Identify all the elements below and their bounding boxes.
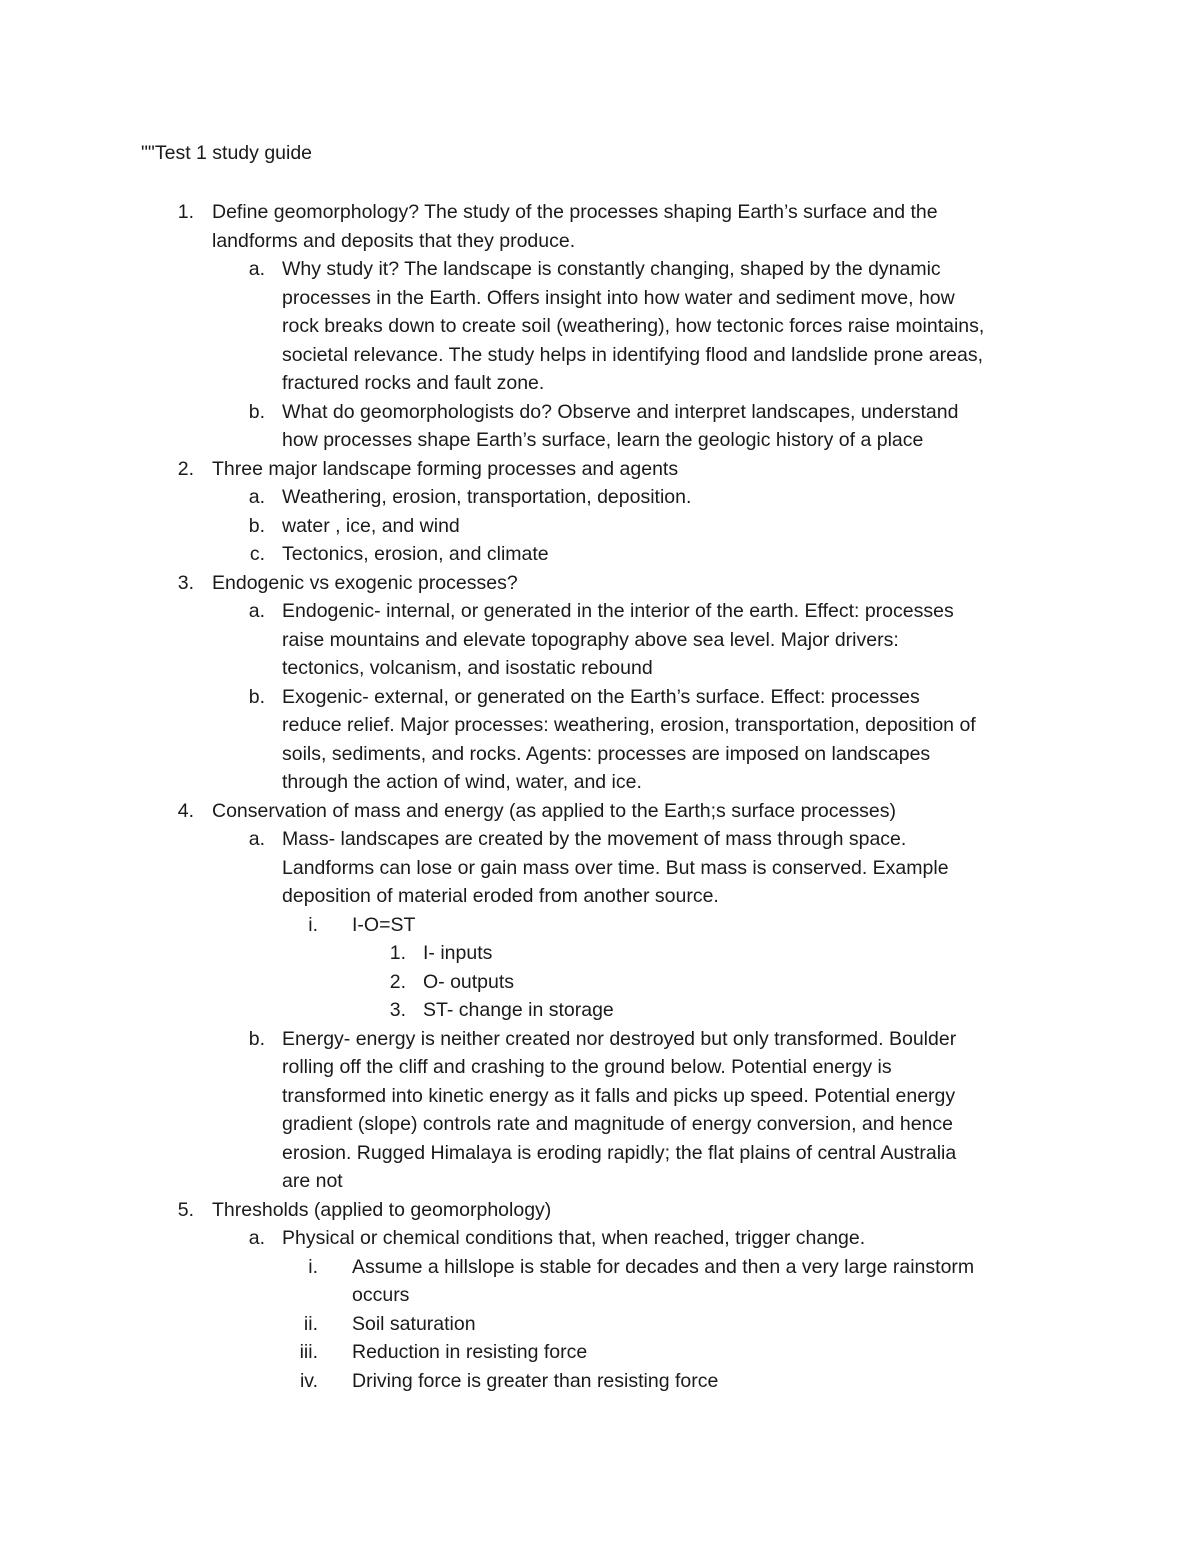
list-marker: iii. — [299, 1341, 318, 1363]
list-item-text: Three major landscape forming processes and agents — [212, 457, 679, 480]
list-marker: i. — [308, 1255, 318, 1278]
list-item-text: societal relevance. The study helps in identifying flood and landslide prone areas, — [282, 343, 984, 366]
list-item-text: Mass- landscapes are created by the movement of mass through space. — [282, 828, 907, 850]
list-item-text: water , ice, and wind — [282, 514, 460, 537]
list-item-text: Energy- energy is neither created nor destroyed but only transformed. Boulder — [282, 1027, 957, 1050]
outline-line — [0, 1053, 1200, 1082]
list-item-text: tectonics, volcanism, and isostatic rebound — [282, 657, 653, 679]
list-marker: a. — [248, 258, 265, 280]
list-item-text: occurs — [352, 1284, 410, 1306]
list-item-text: Conservation of mass and energy (as applied to the Earth;s surface processes) — [212, 799, 896, 822]
list-item-text: Physical or chemical conditions that, when reached, trigger change. — [282, 1227, 866, 1249]
outline-line — [0, 369, 1200, 398]
list-item-text: O- outputs — [423, 970, 515, 993]
list-marker: a. — [248, 828, 265, 850]
list-item-text: I-O=ST — [352, 913, 416, 936]
outline-line — [0, 882, 1200, 911]
list-item-text: rolling off the cliff and crashing to the ground below. Potential energy is — [282, 1056, 892, 1078]
list-item-text: Reduction in resisting force — [352, 1341, 588, 1363]
document-body — [0, 198, 1200, 1395]
outline-line — [0, 1224, 1200, 1253]
outline-line — [0, 825, 1200, 854]
list-item-text: Tectonics, erosion, and climate — [282, 543, 549, 565]
outline-line — [0, 198, 1200, 227]
outline-line — [0, 312, 1200, 341]
list-marker: b. — [248, 1027, 265, 1050]
list-marker: b. — [248, 685, 265, 708]
list-item-text: soils, sediments, and rocks. Agents: processes are imposed on landscapes — [282, 742, 931, 765]
list-item-text: Exogenic- external, or generated on the Earth’s surface. Effect: processes — [282, 685, 920, 708]
outline-line — [0, 512, 1200, 541]
outline-line — [0, 1196, 1200, 1225]
outline-line — [0, 740, 1200, 769]
outline-line — [0, 939, 1200, 968]
list-item-text: I- inputs — [423, 942, 493, 964]
outline-line — [0, 341, 1200, 370]
outline-line — [0, 540, 1200, 569]
list-item-text: fractured rocks and fault zone. — [282, 372, 545, 394]
outline-line — [0, 483, 1200, 512]
list-marker: 3. — [389, 999, 406, 1021]
outline-line — [0, 1167, 1200, 1196]
outline-line — [0, 683, 1200, 712]
outline-line — [0, 968, 1200, 997]
outline-line — [0, 569, 1200, 598]
outline-line — [0, 255, 1200, 284]
list-marker: a. — [248, 486, 265, 508]
list-marker: 4. — [177, 799, 194, 822]
outline-line — [0, 1139, 1200, 1168]
outline-line — [0, 711, 1200, 740]
list-item-text: Endogenic vs exogenic processes? — [212, 571, 518, 594]
list-item-text: landforms and deposits that they produce. — [212, 229, 576, 252]
list-marker: 3. — [177, 571, 194, 594]
outline-line — [0, 284, 1200, 313]
list-item-text: rock breaks down to create soil (weathering), how tectonic forces raise mointains, — [282, 315, 985, 337]
list-item-text: gradient (slope) controls rate and magnitude of energy conversion, and hence — [282, 1113, 953, 1135]
list-item-text: are not — [282, 1170, 343, 1192]
outline-line — [0, 1082, 1200, 1111]
list-item-text: Driving force is greater than resisting force — [352, 1369, 719, 1392]
list-item-text: Thresholds (applied to geomorphology) — [212, 1198, 552, 1221]
list-item-text: transformed into kinetic energy as it falls and picks up speed. Potential energy — [282, 1084, 956, 1107]
outline-line — [0, 797, 1200, 826]
list-item-text: ST- change in storage — [423, 999, 614, 1021]
list-item-text: Endogenic- internal, or generated in the interior of the earth. Effect: processes — [282, 600, 954, 622]
list-item-text: Landforms can lose or gain mass over time. But mass is conserved. Example — [282, 856, 949, 879]
list-item-text: reduce relief. Major processes: weathering, erosion, transportation, deposition of — [282, 714, 976, 736]
list-item-text: Why study it? The landscape is constantly changing, shaped by the dynamic — [282, 258, 941, 280]
outline-line — [0, 1338, 1200, 1367]
list-marker: a. — [248, 1227, 265, 1249]
outline-line — [0, 227, 1200, 256]
list-item-text: What do geomorphologists do? Observe and interpret landscapes, understand — [282, 400, 959, 423]
outline-line — [0, 996, 1200, 1025]
outline-line — [0, 1253, 1200, 1282]
list-marker: c. — [249, 543, 265, 565]
outline-line — [0, 1367, 1200, 1396]
list-item-text: Weathering, erosion, transportation, deposition. — [282, 486, 692, 508]
list-item-text: Define geomorphology? The study of the processes shaping Earth’s surface and the — [212, 201, 938, 223]
outline-line — [0, 626, 1200, 655]
outline-line — [0, 1281, 1200, 1310]
list-item-text: through the action of wind, water, and ice. — [282, 771, 642, 793]
list-marker: b. — [248, 400, 265, 423]
list-marker: 1. — [389, 942, 406, 964]
outline-line — [0, 911, 1200, 940]
list-marker: 5. — [177, 1198, 194, 1221]
list-marker: iv. — [299, 1369, 318, 1392]
list-item-text: processes in the Earth. Offers insight into how water and sediment move, how — [282, 286, 955, 309]
outline-line — [0, 455, 1200, 484]
list-marker: i. — [308, 913, 318, 936]
list-item-text: how processes shape Earth’s surface, learn the geologic history of a place — [282, 429, 924, 451]
outline-line — [0, 426, 1200, 455]
list-marker: b. — [248, 514, 265, 537]
list-marker: 2. — [177, 457, 194, 480]
list-marker: 2. — [389, 970, 406, 993]
list-marker: ii. — [303, 1312, 318, 1335]
outline-line — [0, 768, 1200, 797]
outline-line — [0, 854, 1200, 883]
list-item-text: raise mountains and elevate topography above sea level. Major drivers: — [282, 628, 899, 651]
list-marker: a. — [248, 600, 265, 622]
list-item-text: deposition of material eroded from another source. — [282, 885, 719, 907]
list-item-text: Soil saturation — [352, 1312, 476, 1335]
list-item-text: erosion. Rugged Himalaya is eroding rapidly; the flat plains of central Australia — [282, 1141, 957, 1164]
outline-line — [0, 398, 1200, 427]
outline-line — [0, 1310, 1200, 1339]
outline-line — [0, 654, 1200, 683]
list-marker: 1. — [177, 201, 194, 223]
outline-line — [0, 1110, 1200, 1139]
outline-line — [0, 1025, 1200, 1054]
outline-line — [0, 597, 1200, 626]
list-item-text: Assume a hillslope is stable for decades and then a very large rainstorm — [352, 1255, 975, 1278]
document-title: ""Test 1 study guide — [141, 142, 313, 164]
